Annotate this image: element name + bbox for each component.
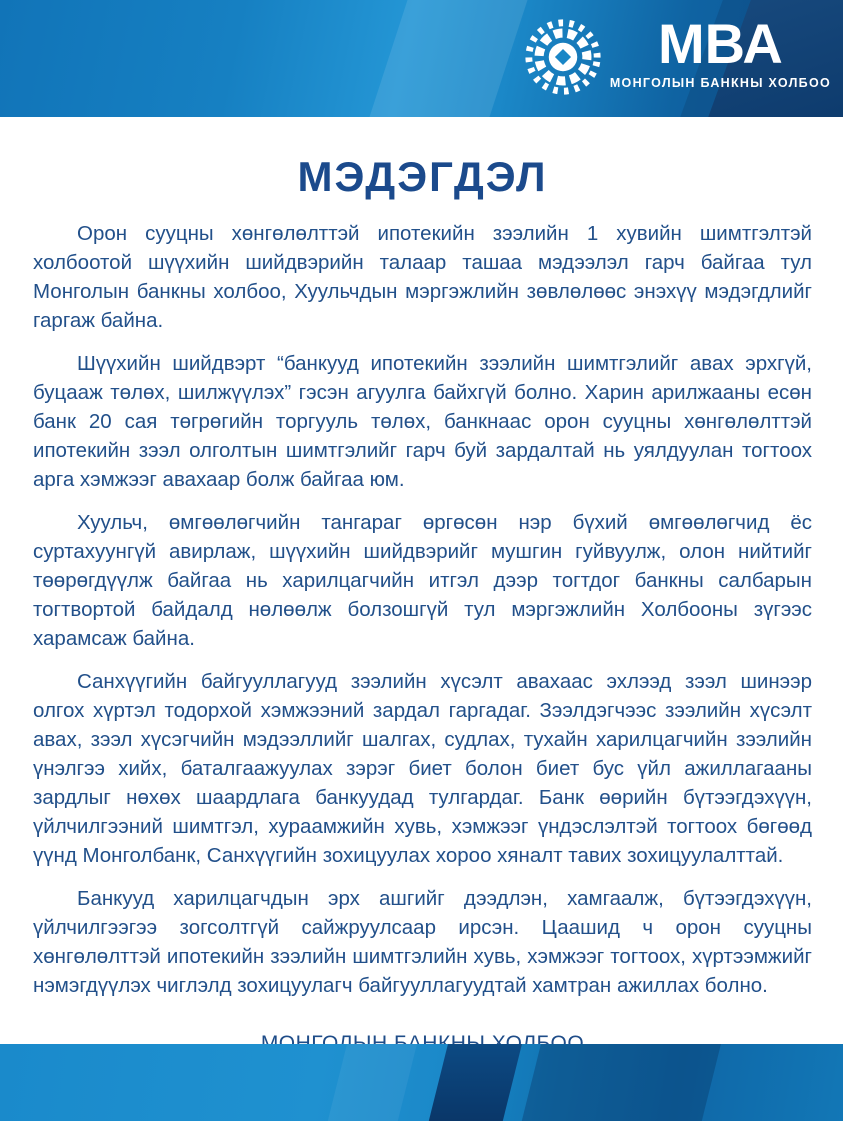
logo-tagline: МОНГОЛЫН БАНКНЫ ХОЛБОО [609,76,831,90]
mba-emblem-icon [522,16,604,98]
header-light-streak [365,0,530,117]
logo-text [610,14,831,90]
footer-light-streak [325,1044,419,1121]
page-title: МЭДЭГДЭЛ [297,153,548,200]
footer-band [0,1044,843,1121]
footer-dark-streak [426,1044,524,1121]
paragraph-4: Санхүүгийн байгууллагууд зээлийн хүсэлт авахаас эхлээд зээл шинээр олгох хүртэл тодорхой хэмжээний зардал гаргадаг. Зээлдэгчээс зээлийн хүсэлт авах, зээл хүсэгчийн мэдээллийг шалгах, судлах, тухайн харилцагчийн зээлийн үнэлгээ хийх, баталгаажуулах зэрэг биет болон биет бус үйл ажиллагааны зардлыг нөхөх шаардлага банкуудад тулгардаг. Банк өөрийн бүтээгдэхүүн, үйлчилгээний шимтгэл, хураамжийн хувь, хэмжээг үндэслэлтэй тогтоох бөгөөд үүнд Монголбанк, Санхүүгийн зохицуулах хороо хяналт тавих зохицуулалттай. [33,670,812,867]
header-band [0,0,843,117]
logo-abbr: МВА [658,12,783,75]
paragraph-3: Хуульч, өмгөөлөгчийн тангараг өргөсөн нэр бүхий өмгөөлөгчид ёс суртахуунгүй авирлаж, шүүхийн шийдвэрийг мушгин гуйвуулж, олон нийтийг төөрөгдүүлж байгаа нь харилцагчийн итгэл дээр тогтдог банкны салбарын тогтвортой байдалд нөлөөлж болзошгүй тул мэргэжлийн Холбооны зүгээс харамсаж байна. [33,511,812,650]
paragraph-2: Шүүхийн шийдвэрт “банкууд ипотекийн зээлийн шимтгэлийг авах эрхгүй, буцааж төлөх, шилжүүлэх” гэсэн агуулга байхгүй болно. Харин арилжааны есөн банк 20 сая төгрөгийн торгууль төлөх, банкнаас орон сууцны хөнгөлөлттэй ипотекийн зээл олголтын шимтгэлийг гарч буй зардалтай нь уялдуулан тогтоох арга хэмжээг авахаар болж байгаа юм. [33,352,812,491]
paragraph-1: Орон сууцны хөнгөлөлттэй ипотекийн зээлийн 1 хувийн шимтгэлтэй холбоотой шүүхийн шийдвэрийн талаар ташаа мэдээлэл гарч байгаа тул Монголын банкны холбоо, Хуульчдын мэргэжлийн зөвлөлөөс энэхүү мэдэгдлийг гаргаж байна. [33,222,812,332]
document-body [33,117,812,1077]
mba-logo [522,14,831,98]
paragraph-5: Банкууд харилцагчдын эрх ашгийг дээдлэн, хамгаалж, бүтээгдэхүүн, үйлчилгээгээ зогсолтгүй сайжруулсаар ирсэн. Цаашид ч орон сууцны хөнгөлөлттэй ипотекийн зээлийн шимтгэлийн хувь, хэмжээг тогтоох, хүртээмжийг нэмэгдүүлэх чиглэлд зохицуулагч байгууллагуудтай хамтран ажиллах болно. [33,887,812,997]
footer-dark-streak-2 [519,1044,723,1121]
